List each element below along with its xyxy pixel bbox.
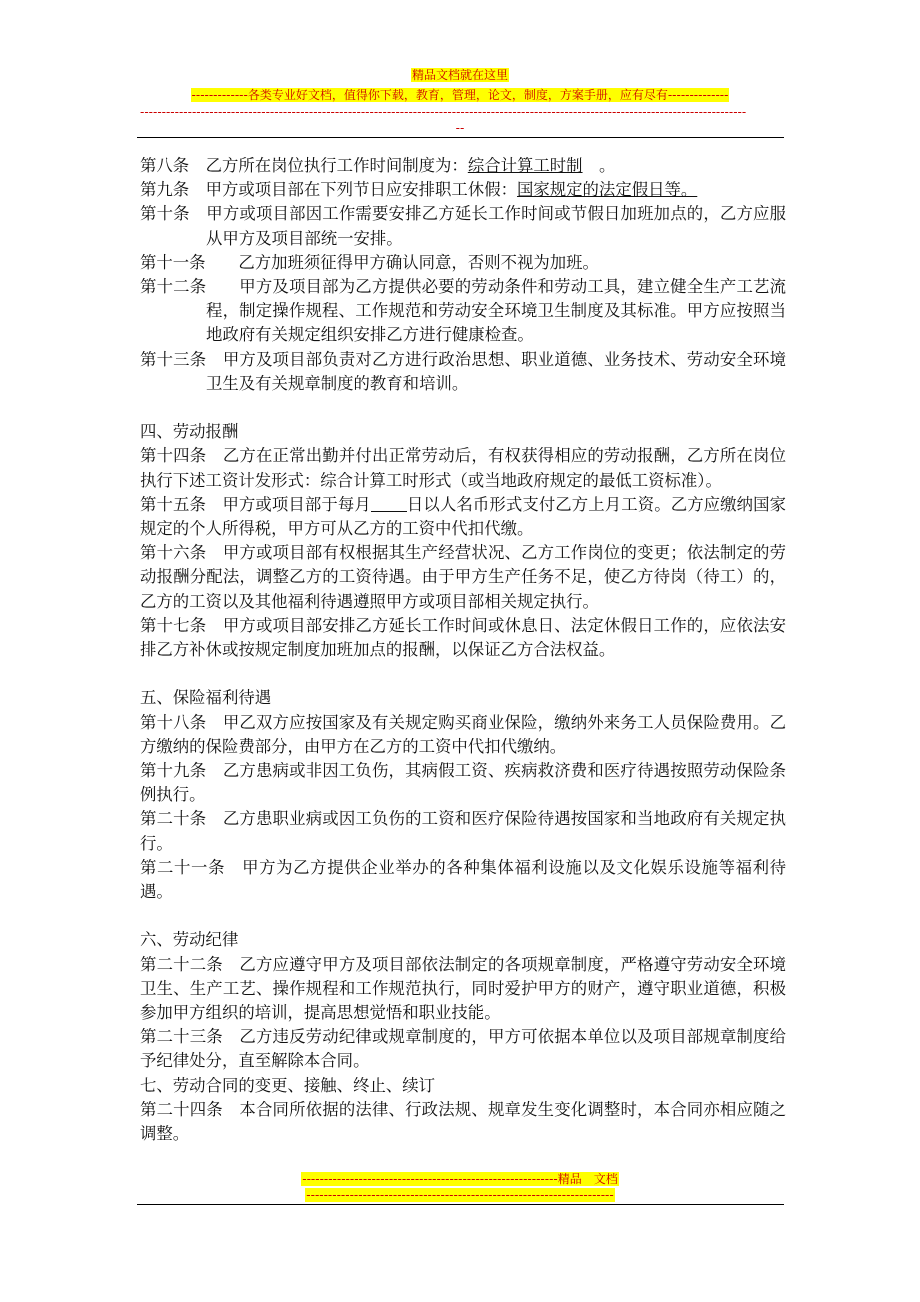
underlined-value: 综合计算工时制	[467, 156, 583, 175]
article-8: 第八条 乙方所在岗位执行工作时间制度为：综合计算工时制 。	[140, 156, 616, 175]
header-title-line	[0, 66, 920, 83]
section-heading-6: 六、劳动纪律	[140, 930, 239, 950]
footer-text-1: -----------------------------------------------------------精品 文档	[302, 1172, 618, 1186]
footer-line-2	[0, 1186, 920, 1203]
article-12: 第十二条 甲方及项目部为乙方提供必要的劳动条件和劳动工具，建立健全生产工艺流程，制定操作规程、工作规范和劳动安全环境卫生制度及其标准。甲方应按照当地政府有关规定组织安排乙方进行健康检查。	[140, 277, 787, 345]
section-heading-4: 四、劳动报酬	[140, 422, 239, 442]
article-21: 第二十一条 甲方为乙方提供企业举办的各种集体福利设施以及文化娱乐设施等福利待遇。	[140, 857, 787, 902]
header-rule	[137, 137, 784, 138]
article-22: 第二十二条 乙方应遵守甲方及项目部依法制定的各项规章制度，严格遵守劳动安全环境卫生、生产工艺、操作规程和工作规范执行，同时爱护甲方的财产，遵守职业道德，积极参加甲方组织的培训，提高思想觉悟和职业技能。	[140, 954, 786, 1023]
article-11: 第十一条 乙方加班须征得甲方确认同意，否则不视为加班。	[140, 252, 599, 272]
article-17: 第十七条 甲方或项目部安排乙方延长工作时间或休息日、法定休假日工作的，应依法安排乙方补休或按规定制度加班加点的报酬，以保证乙方合法权益。	[140, 615, 787, 660]
section-heading-7: 七、劳动合同的变更、接触、终止、续订	[140, 1075, 436, 1095]
footer-rule	[137, 1204, 784, 1205]
article-14: 第十四条 乙方在正常出勤并付出正常劳动后，有权获得相应的劳动报酬，乙方所在岗位执行下述工资计发形式：综合计算工时形式（或当地政府规定的最低工资标准）。	[140, 446, 787, 490]
article-10: 第十条 甲方或项目部因工作需要安排乙方延长工作时间或节假日加班加点的，乙方应服从甲方及项目部统一安排。	[140, 204, 787, 248]
article-15: 第十五条 甲方或项目部于每月 日以人名币形式支付乙方上月工资。乙方应缴纳国家规定的个人所得税，甲方可从乙方的工资中代扣代缴。	[140, 494, 787, 539]
article-24: 第二十四条 本合同所依据的法律、行政法规、规章发生变化调整时，本合同亦相应随之调整。	[140, 1099, 786, 1144]
section-heading-5: 五、保险福利待遇	[140, 688, 272, 708]
footer-line-1	[0, 1170, 920, 1187]
article-9: 第九条 甲方或项目部在下列节日应安排职工休假：国家规定的法定假日等。	[140, 180, 698, 200]
header-dash-tail: --	[455, 121, 465, 135]
article-16: 第十六条 甲方或项目部有权根据其生产经营状况、乙方工作岗位的变更；依法制定的劳动报酬分配法，调整乙方的工资待遇。由于甲方生产任务不足，使乙方待岗（待工）的，乙方的工资以及其他福利待遇遵照甲方或项目部相关规定执行。	[140, 543, 787, 611]
blank-fill-line	[371, 495, 407, 512]
article-13: 第十三条 甲方及项目部负责对乙方进行政治思想、职业道德、业务技术、劳动安全环境卫生及有关规章制度的教育和培训。	[140, 349, 787, 393]
header-slogan-line	[0, 86, 920, 103]
article-19: 第十九条 乙方患病或非因工负伤，其病假工资、疾病救济费和医疗待遇按照劳动保险条例执行。	[140, 761, 787, 805]
header-dash-line: --------------------------------------------------------------------------------------------------------------------------------------------	[140, 105, 747, 119]
article-23: 第二十三条 乙方违反劳动纪律或规章制度的，甲方可依据本单位以及项目部规章制度给予纪律处分，直至解除本合同。	[140, 1027, 786, 1071]
header-title: 精品文档就在这里	[411, 68, 508, 82]
underlined-value: 国家规定的法定假日等。	[516, 180, 698, 200]
footer-text-2: -----------------------------------------------------------------------	[306, 1188, 614, 1202]
header-slogan: -------------各类专业好文档，值得你下载，教育，管理，论文，制度，方案手册，应有尽有--------------	[191, 88, 729, 102]
article-20: 第二十条 乙方患职业病或因工负伤的工资和医疗保险待遇按国家和当地政府有关规定执行。	[140, 809, 787, 853]
document-body	[140, 154, 786, 1146]
article-18: 第十八条 甲乙双方应按国家及有关规定购买商业保险，缴纳外来务工人员保险费用。乙方缴纳的保险费部分，由甲方在乙方的工资中代扣代缴纳。	[140, 712, 787, 756]
